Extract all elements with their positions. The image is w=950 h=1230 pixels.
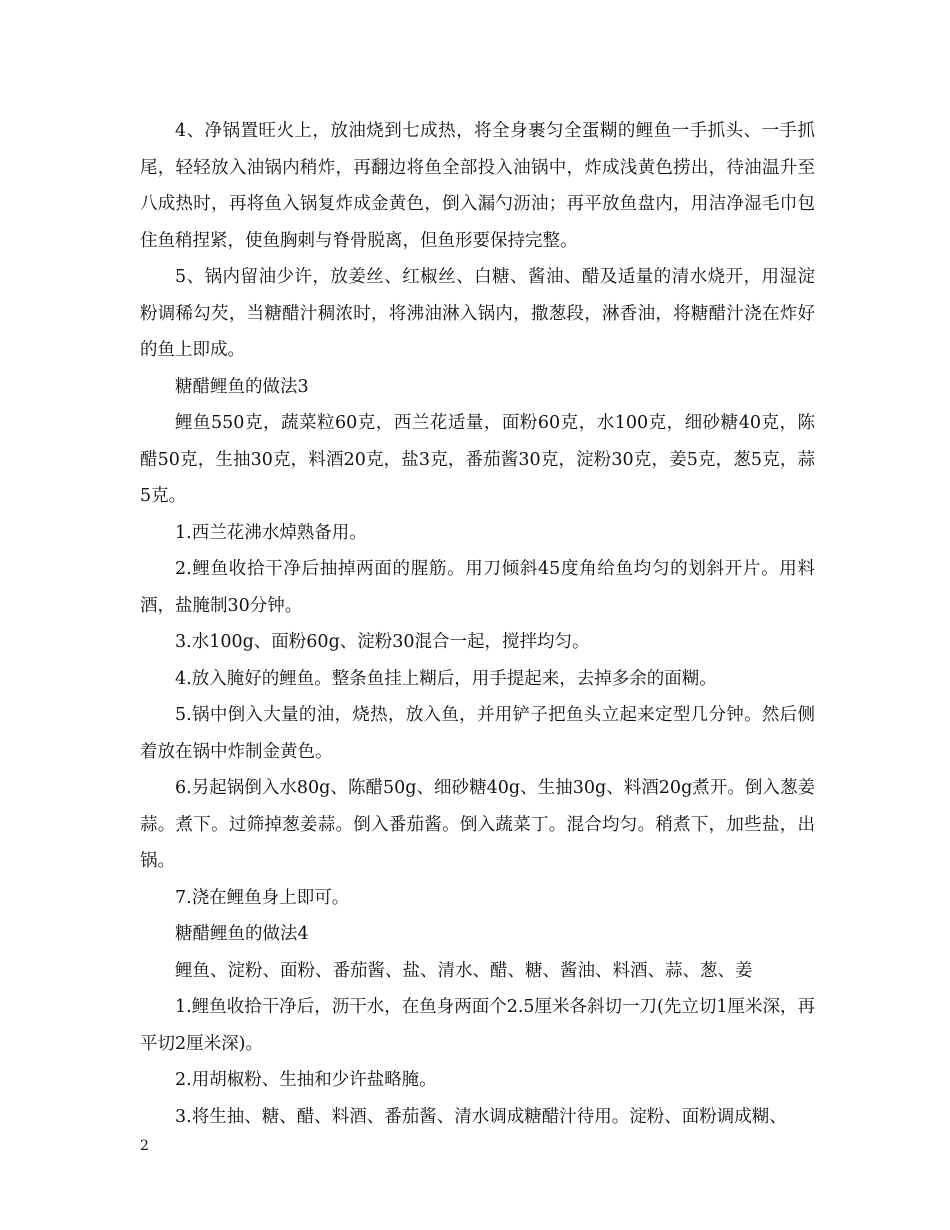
paragraph-step-5-sauce: 5、锅内留油少许，放姜丝、红椒丝、白糖、酱油、醋及适量的清水烧开，用湿淀粉调稀勾芡，当糖醋汁稠浓时，将沸油淋入锅内，撒葱段，淋香油，将糖醋汁浇在炸好的鱼上即成。	[140, 267, 815, 360]
paragraph-method-3-step-2: 2.鲤鱼收拾干净后抽掉两面的腥筋。用刀倾斜45度角给鱼均匀的划斜开片。用料酒，盐腌制30分钟。	[140, 559, 815, 616]
section-heading-method-3: 糖醋鲤鱼的做法3	[175, 376, 309, 397]
paragraph-ingredients-method-4: 鲤鱼、淀粉、面粉、番茄酱、盐、清水、醋、糖、酱油、料酒、蒜、葱、姜	[175, 960, 753, 981]
paragraph-method-4-step-3: 3.将生抽、糖、醋、料酒、番茄酱、清水调成糖醋汁待用。淀粉、面粉调成糊、	[175, 1106, 787, 1127]
paragraph-method-3-step-5: 5.锅中倒入大量的油，烧热，放入鱼，并用铲子把鱼头立起来定型几分钟。然后侧着放在锅中炸制金黄色。	[140, 705, 815, 762]
document-body	[140, 113, 815, 1135]
paragraph-method-3-step-1: 1.西兰花沸水焯熟备用。	[175, 522, 367, 543]
section-heading-method-4: 糖醋鲤鱼的做法4	[175, 924, 309, 944]
paragraph-method-3-step-4: 4.放入腌好的鲤鱼。整条鱼挂上糊后，用手提起来，去掉多余的面糊。	[175, 668, 717, 689]
paragraph-ingredients-method-3: 鲤鱼550克，蔬菜粒60克，西兰花适量，面粉60克，水100克，细砂糖40克，陈醋50克，生抽30克，料酒20克，盐3克，番茄酱30克，淀粉30克，姜5克，葱5克，蒜5克。	[140, 413, 815, 506]
paragraph-method-3-step-7: 7.浇在鲤鱼身上即可。	[175, 887, 350, 908]
paragraph-method-4-step-1: 1.鲤鱼收拾干净后，沥干水，在鱼身两面个2.5厘米各斜切一刀(先立切1厘米深，再平切2厘米深)。	[140, 997, 815, 1054]
paragraph-method-3-step-3: 3.水100g、面粉60g、淀粉30混合一起，搅拌均匀。	[175, 632, 590, 652]
page-number: 2	[140, 1138, 149, 1154]
paragraph-step-4-fry: 4、净锅置旺火上，放油烧到七成热，将全身裹匀全蛋糊的鲤鱼一手抓头、一手抓尾，轻轻放入油锅内稍炸，再翻边将鱼全部投入油锅中，炸成浅黄色捞出，待油温升至八成热时，再将鱼入锅复炸成金黄色，倒入漏勺沥油；再平放鱼盘内，用洁净湿毛巾包住鱼稍捏紧，使鱼胸刺与脊骨脱离，但鱼形要保持完整。	[140, 121, 815, 251]
paragraph-method-4-step-2: 2.用胡椒粉、生抽和少许盐略腌。	[175, 1070, 437, 1090]
paragraph-method-3-step-6: 6.另起锅倒入水80g、陈醋50g、细砂糖40g、生抽30g、料酒20g煮开。倒入葱姜蒜。煮下。过筛掉葱姜蒜。倒入番茄酱。倒入蔬菜丁。混合均匀。稍煮下，加些盐，出锅。	[140, 778, 815, 871]
